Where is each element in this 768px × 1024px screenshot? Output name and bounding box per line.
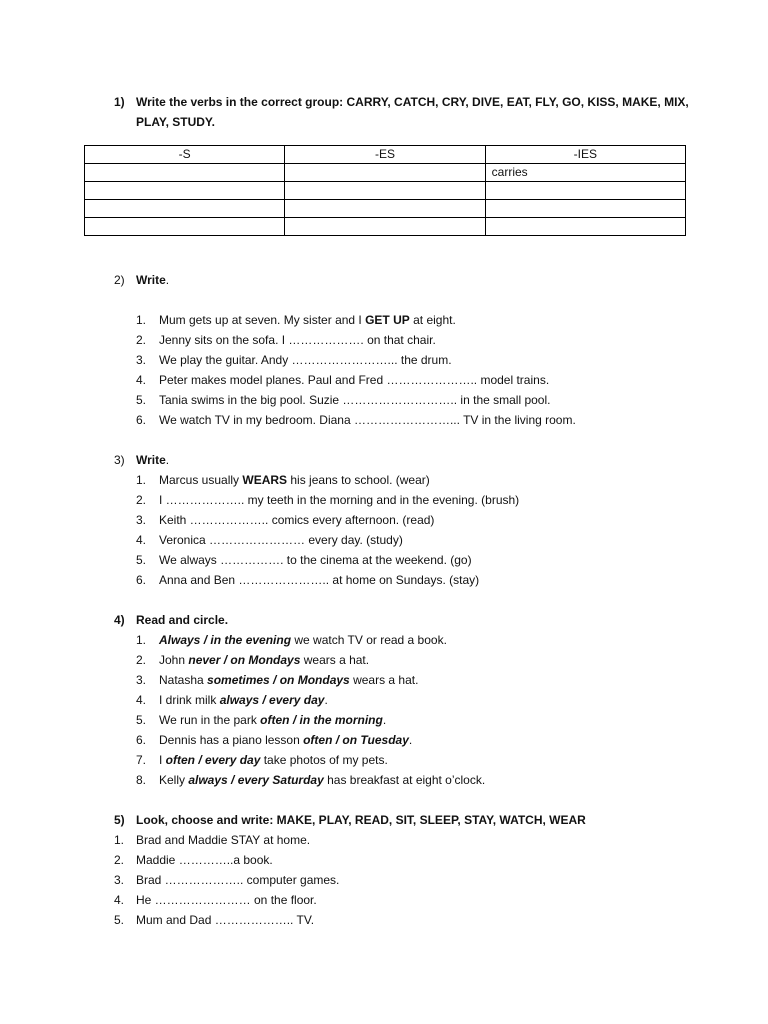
item-number: 2. <box>136 493 147 507</box>
exercise-2-item-6: We watch TV in my bedroom. Diana ……………………... TV in the living room. <box>159 413 576 427</box>
header-ies: -IES <box>485 146 685 164</box>
item-number: 4. <box>114 893 125 907</box>
item-number: 6. <box>136 573 147 587</box>
exercise-2-item-4: Peter makes model planes. Paul and Fred ………………….. model trains. <box>159 373 550 387</box>
exercise-4-number: 4) <box>114 613 125 627</box>
header-es: -ES <box>285 146 485 164</box>
table-row <box>85 218 686 236</box>
exercise-3-number: 3) <box>114 453 125 467</box>
exercise-3-title: Write. <box>136 453 170 467</box>
table-cell <box>85 218 285 236</box>
table-row <box>85 164 686 182</box>
exercise-2-title: Write. <box>136 273 170 287</box>
exercise-4-item-5: We run in the park often / in the morning. <box>159 713 387 727</box>
exercise-4-item-4: I drink milk always / every day. <box>159 693 328 707</box>
table-cell <box>285 218 485 236</box>
exercise-4-item-3: Natasha sometimes / on Mondays wears a hat. <box>159 673 419 687</box>
exercise-4-item-7: I often / every day take photos of my pets. <box>159 753 388 767</box>
item-number: 4. <box>136 533 147 547</box>
item-number: 2. <box>136 333 147 347</box>
item-number: 3. <box>136 673 147 687</box>
exercise-5-item-4: He …………………… on the floor. <box>136 893 317 907</box>
exercise-5-item-1: Brad and Maddie STAY at home. <box>136 833 311 847</box>
exercise-1-instruction-line-2: PLAY, STUDY. <box>136 115 215 129</box>
exercise-2-item-3: We play the guitar. Andy ……………………... the drum. <box>159 353 452 367</box>
exercise-3-item-2: I ……………….. my teeth in the morning and in the evening. (brush) <box>159 493 520 507</box>
table-cell <box>85 164 285 182</box>
item-number: 3. <box>136 513 147 527</box>
exercise-2-item-1: Mum gets up at seven. My sister and I GET UP at eight. <box>159 313 456 327</box>
exercise-3-item-3: Keith ……………….. comics every afternoon. (read) <box>159 513 435 527</box>
item-number: 5. <box>136 553 147 567</box>
exercise-4-item-6: Dennis has a piano lesson often / on Tuesday. <box>159 733 413 747</box>
table-cell <box>85 200 285 218</box>
table-cell <box>85 182 285 200</box>
item-number: 1. <box>136 473 147 487</box>
exercise-5-title: Look, choose and write: MAKE, PLAY, READ, SIT, SLEEP, STAY, WATCH, WEAR <box>136 813 586 827</box>
table-cell <box>285 164 485 182</box>
item-number: 3. <box>114 873 125 887</box>
table-cell <box>285 200 485 218</box>
exercise-3-item-1: Marcus usually WEARS his jeans to school. (wear) <box>159 473 430 487</box>
item-number: 4. <box>136 693 147 707</box>
exercise-5-item-3: Brad ……………….. computer games. <box>136 873 340 887</box>
verb-group-table <box>84 145 686 236</box>
item-number: 5. <box>114 913 125 927</box>
table-cell <box>485 182 685 200</box>
item-number: 1. <box>136 633 147 647</box>
exercise-3-item-6: Anna and Ben ………………….. at home on Sundays. (stay) <box>159 573 480 587</box>
table-cell <box>485 200 685 218</box>
exercise-4-item-2: John never / on Mondays wears a hat. <box>159 653 370 667</box>
item-number: 1. <box>114 833 125 847</box>
item-number: 6. <box>136 733 147 747</box>
item-number: 6. <box>136 413 147 427</box>
item-number: 4. <box>136 373 147 387</box>
exercise-2-number: 2) <box>114 273 125 287</box>
table-row <box>85 200 686 218</box>
table-cell <box>285 182 485 200</box>
exercise-5-item-2: Maddie …………..a book. <box>136 853 273 867</box>
table-cell: carries <box>485 164 685 182</box>
item-number: 7. <box>136 753 147 767</box>
exercise-3-item-5: We always ……………. to the cinema at the weekend. (go) <box>159 553 472 567</box>
table-row <box>85 182 686 200</box>
exercise-5-number: 5) <box>114 813 125 827</box>
item-number: 2. <box>114 853 125 867</box>
item-number: 5. <box>136 713 147 727</box>
exercise-3-item-4: Veronica …………………… every day. (study) <box>159 533 403 547</box>
exercise-5-item-5: Mum and Dad ……………….. TV. <box>136 913 315 927</box>
item-number: 1. <box>136 313 147 327</box>
exercise-4-item-1: Always / in the evening we watch TV or read a book. <box>159 633 447 647</box>
exercise-4-title: Read and circle. <box>136 613 229 627</box>
exercise-4-item-8: Kelly always / every Saturday has breakfast at eight o’clock. <box>159 773 486 787</box>
header-s: -S <box>85 146 285 164</box>
exercise-2-item-5: Tania swims in the big pool. Suzie ……………………….. in the small pool. <box>159 393 551 407</box>
exercise-1-instruction-line-1: Write the verbs in the correct group: CARRY, CATCH, CRY, DIVE, EAT, FLY, GO, KISS, MAKE, MIX, <box>136 95 689 109</box>
item-number: 2. <box>136 653 147 667</box>
exercise-2-item-2: Jenny sits on the sofa. I ………………. on that chair. <box>159 333 436 347</box>
exercise-1-number: 1) <box>114 95 125 109</box>
table-header-row <box>85 146 686 164</box>
table-cell <box>485 218 685 236</box>
item-number: 8. <box>136 773 147 787</box>
item-number: 5. <box>136 393 147 407</box>
item-number: 3. <box>136 353 147 367</box>
